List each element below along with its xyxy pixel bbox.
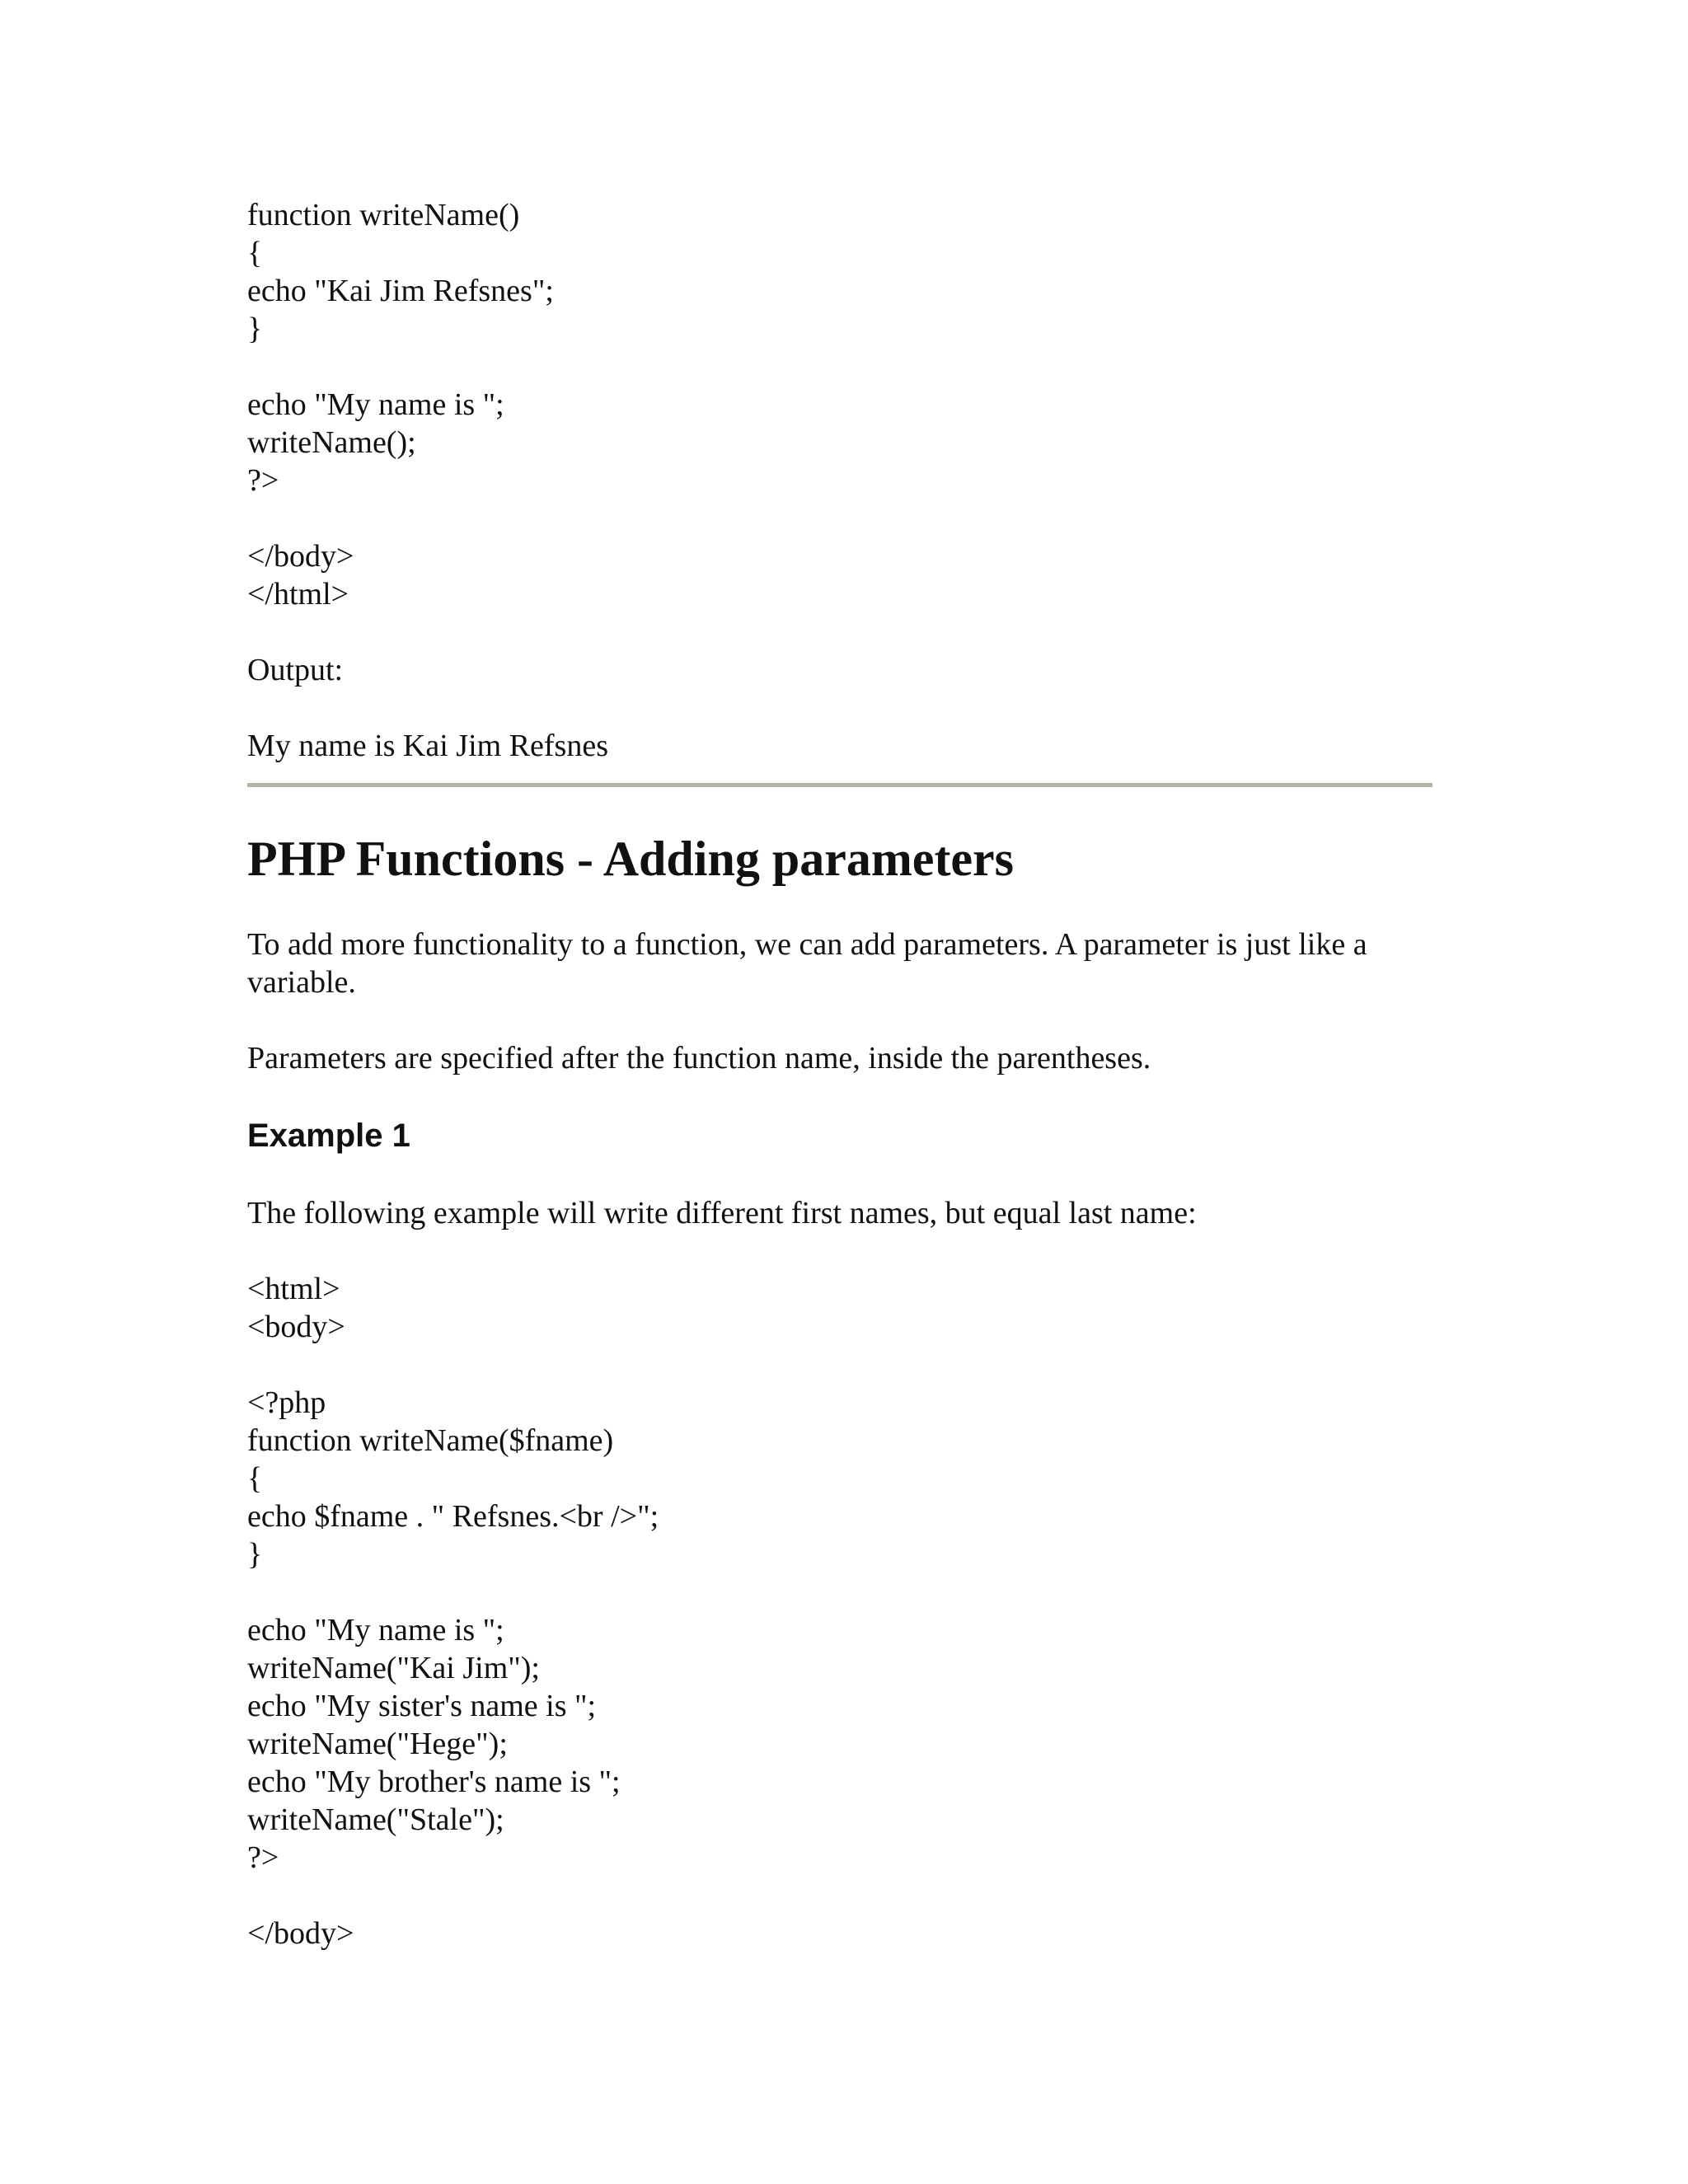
code-line: </body> xyxy=(247,539,354,574)
code-block-example xyxy=(247,1270,1426,1952)
code-line: } xyxy=(247,1537,263,1572)
document-page xyxy=(247,196,1426,1952)
intro-paragraph: To add more functionality to a function, we can add parameters. A parameter is just like a variable. xyxy=(247,927,1367,1000)
code-line-blank xyxy=(247,1877,1426,1915)
code-line: writeName("Stale"); xyxy=(247,1802,504,1837)
code-line: ?> xyxy=(247,1840,279,1875)
example-description: The following example will write different first names, but equal last name: xyxy=(247,1196,1197,1230)
output-label: Output: xyxy=(247,653,344,687)
code-line: { xyxy=(247,1461,263,1496)
code-line: writeName(); xyxy=(247,425,416,460)
example-title: Example 1 xyxy=(247,1118,410,1154)
code-line-blank xyxy=(247,499,1426,537)
code-line: echo "My brother's name is "; xyxy=(247,1765,621,1799)
spacer xyxy=(247,888,1426,926)
code-line: function writeName() xyxy=(247,198,520,232)
spacer xyxy=(247,613,1426,651)
code-block-top xyxy=(247,196,1426,613)
code-line: </body> xyxy=(247,1916,354,1951)
code-line: <body> xyxy=(247,1310,345,1344)
params-paragraph: Parameters are specified after the function name, inside the parentheses. xyxy=(247,1041,1151,1076)
code-line: <?php xyxy=(247,1385,326,1420)
code-line: function writeName($fname) xyxy=(247,1423,614,1458)
spacer xyxy=(247,689,1426,727)
code-line-blank xyxy=(247,1346,1426,1384)
code-line: </html> xyxy=(247,577,349,612)
code-line-blank xyxy=(247,348,1426,386)
spacer xyxy=(247,1077,1426,1117)
code-line: { xyxy=(247,236,263,270)
code-line: echo "Kai Jim Refsnes"; xyxy=(247,274,554,308)
code-line: writeName("Kai Jim"); xyxy=(247,1651,540,1685)
code-line: writeName("Hege"); xyxy=(247,1727,508,1761)
code-line-blank xyxy=(247,1573,1426,1611)
spacer xyxy=(247,1155,1426,1194)
code-line: <html> xyxy=(247,1272,340,1306)
horizontal-rule xyxy=(247,783,1432,787)
output-text: My name is Kai Jim Refsnes xyxy=(247,729,609,763)
section-title: PHP Functions - Adding parameters xyxy=(247,832,1015,886)
code-line: echo $fname . " Refsnes.<br />"; xyxy=(247,1499,659,1534)
code-line: echo "My name is "; xyxy=(247,1613,504,1647)
spacer xyxy=(247,1232,1426,1270)
code-line: echo "My name is "; xyxy=(247,387,504,422)
spacer xyxy=(247,1001,1426,1039)
code-line: } xyxy=(247,312,263,346)
code-line: echo "My sister's name is "; xyxy=(247,1689,597,1723)
code-line: ?> xyxy=(247,463,279,498)
